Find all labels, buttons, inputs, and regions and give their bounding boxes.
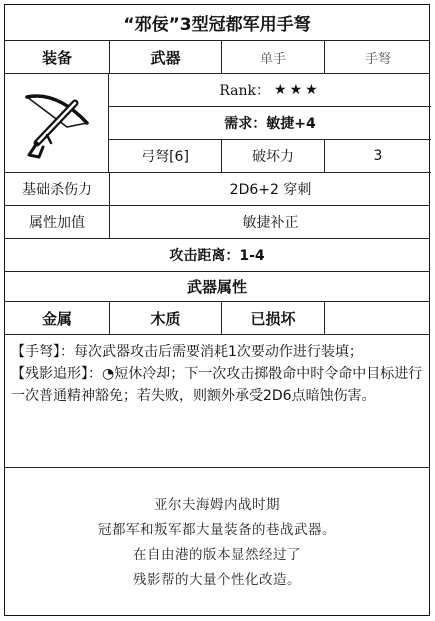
- base-damage-label: 基础杀伤力: [22, 182, 92, 198]
- weapon-image: [5, 74, 109, 173]
- stats-row: [109, 140, 431, 173]
- description: [11, 341, 423, 407]
- property-metal: 金属: [41, 309, 72, 328]
- item-card: [4, 4, 430, 616]
- card-title: “邪佞”3型冠都军用手弩: [123, 15, 311, 35]
- range-row: [5, 239, 429, 272]
- weapon-label: 武器: [109, 41, 221, 73]
- flavor-text: [5, 493, 429, 593]
- hand-type: 单手: [221, 41, 324, 73]
- weapon-properties-row: [5, 272, 429, 302]
- flavor-line: 亚尔夫海姆内战时期: [154, 497, 280, 513]
- rank-stars: ★★★: [274, 82, 321, 98]
- requirement-text: 需求：敏捷+4: [224, 116, 316, 132]
- base-damage-row: [5, 173, 429, 206]
- base-damage-value: 2D6+2 穿刺: [109, 173, 431, 205]
- flavor-line: 冠都军和叛军都大量装备的巷战武器。: [98, 522, 336, 538]
- property-wood: 木质: [109, 302, 221, 334]
- properties-row: [5, 302, 429, 335]
- description-crossbow: 【手弩】：每次武器攻击后需要消耗1次要动作进行装填；: [11, 344, 363, 360]
- divider: [5, 467, 429, 468]
- rank-label: Rank：: [219, 83, 271, 99]
- equip-label: 装备: [41, 48, 72, 67]
- attack-range: 攻击距离：1-4: [169, 248, 265, 264]
- requirement-row: [109, 107, 431, 140]
- flavor-line: 残影帮的大量个性化改造。: [133, 572, 301, 588]
- flavor-line: 在自由港的版本显然经过了: [133, 547, 301, 563]
- attribute-bonus-value: 敏捷补正: [109, 206, 431, 238]
- attribute-bonus-row: [5, 206, 429, 239]
- ammo-type: 弓弩[6]: [141, 149, 189, 165]
- property-empty: [324, 302, 431, 334]
- description-afterimage: 【残影追形】：◔短休冷却；下一次攻击掷骰命中时令命中目标进行一次普通精神豁免；若失败，则额外承受2D6点暗蚀伤害。: [11, 366, 423, 404]
- header-row: [5, 41, 429, 74]
- crossbow-icon: [17, 83, 97, 163]
- card-title-row: [5, 5, 429, 41]
- damage-value: 3: [324, 140, 431, 172]
- rank-text: [109, 74, 431, 106]
- attribute-bonus-label: 属性加值: [29, 215, 85, 231]
- rank-row: [109, 74, 431, 107]
- weapon-type: 手弩: [324, 41, 431, 73]
- damage-label: 破坏力: [221, 140, 324, 172]
- property-damaged: 已损坏: [221, 302, 324, 334]
- weapon-properties-label: 武器属性: [186, 278, 247, 296]
